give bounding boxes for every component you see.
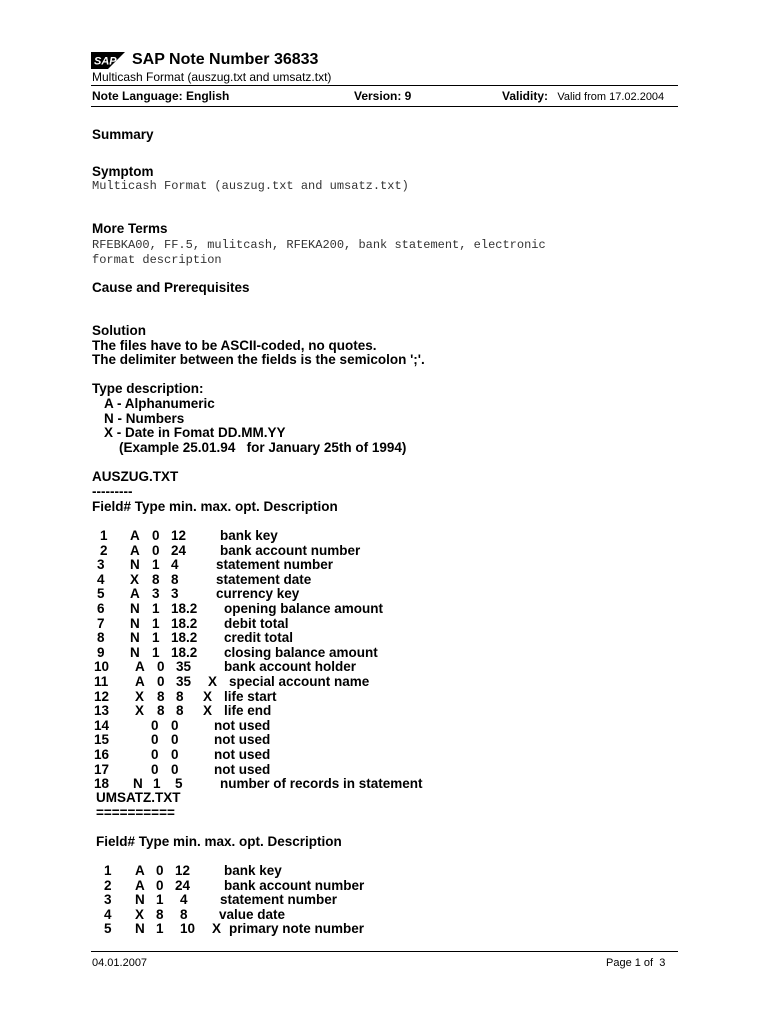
note-validity [502, 89, 664, 104]
note-title: SAP Note Number 36833 [132, 51, 319, 68]
footer-divider [91, 951, 678, 952]
field-number: 2 [100, 542, 108, 558]
field-min: 1 [152, 630, 160, 646]
field-type: N [130, 601, 140, 616]
field-number: 9 [97, 644, 105, 660]
field-type: N [135, 921, 145, 937]
field-type: N [130, 615, 140, 631]
field-description: bank account holder [224, 659, 357, 675]
cause-heading: Cause and Prerequisites [92, 280, 250, 295]
field-min: 3 [152, 586, 160, 602]
field-number: 15 [94, 732, 110, 748]
umsatz-underline: ========== [96, 805, 175, 820]
umsatz-row [0, 908, 768, 923]
field-min: 8 [157, 703, 165, 719]
field-min: 1 [152, 644, 160, 660]
note-subtitle: Multicash Format (auszug.txt and umsatz.txt) [92, 70, 332, 84]
field-description: number of records in statement [220, 776, 423, 792]
auszug-row [0, 704, 768, 719]
field-number: 10 [94, 659, 110, 675]
auszug-row [0, 587, 768, 602]
field-min: 1 [152, 557, 160, 573]
auszug-row [0, 763, 768, 778]
field-min: 0 [151, 732, 159, 748]
sap-logo-text: SAP [94, 55, 117, 68]
field-type: X [130, 571, 140, 587]
field-min: 8 [157, 688, 165, 704]
field-max: 8 [176, 688, 184, 704]
field-number: 14 [94, 717, 110, 733]
field-description: not used [214, 717, 271, 733]
field-type: X [135, 906, 145, 922]
field-min: 0 [157, 674, 165, 689]
field-number: 12 [94, 688, 110, 704]
auszug-underline: --------- [92, 484, 133, 499]
umsatz-table-header: Field# Type min. max. opt. Description [96, 834, 342, 849]
field-type: N [135, 892, 145, 908]
field-number: 1 [104, 863, 112, 878]
field-description: opening balance amount [224, 601, 384, 616]
field-description: life end [224, 703, 272, 719]
field-max: 3 [171, 586, 179, 602]
auszug-row [0, 748, 768, 763]
field-description: currency key [216, 586, 300, 602]
field-max: 18.2 [171, 644, 198, 660]
auszug-row [0, 733, 768, 748]
field-description: bank account number [220, 542, 361, 558]
field-number: 4 [97, 571, 105, 587]
field-description: closing balance amount [224, 644, 378, 660]
field-max: 18.2 [171, 615, 198, 631]
field-number: 1 [100, 528, 108, 543]
field-max: 0 [171, 732, 179, 748]
field-min: 0 [151, 717, 159, 733]
field-max: 4 [180, 892, 188, 908]
field-max: 24 [175, 877, 191, 893]
field-number: 11 [94, 674, 109, 689]
umsatz-row [0, 893, 768, 908]
field-opt: X [203, 703, 213, 719]
field-type: N [133, 776, 143, 792]
note-language [92, 89, 229, 103]
field-type: X [135, 688, 145, 704]
auszug-row [0, 675, 768, 690]
field-type: A [130, 586, 140, 602]
field-description: value date [219, 906, 286, 922]
header-divider [91, 85, 678, 86]
field-description: credit total [224, 630, 294, 646]
meta-divider [91, 106, 678, 107]
field-max: 10 [180, 921, 196, 937]
more-terms-heading: More Terms [92, 221, 168, 236]
field-number: 7 [97, 615, 105, 631]
field-type: N [130, 557, 140, 573]
field-description: statement number [220, 892, 338, 908]
field-max: 8 [171, 571, 179, 587]
field-min: 1 [156, 892, 164, 908]
auszug-row [0, 690, 768, 705]
type-example-line: (Example 25.01.94 for January 25th of 1994) [119, 440, 407, 455]
field-number: 17 [94, 761, 110, 777]
umsatz-row [0, 879, 768, 894]
auszug-table-header: Field# Type min. max. opt. Description [92, 499, 338, 514]
field-min: 8 [152, 571, 160, 587]
field-type: A [130, 542, 140, 558]
field-min: 0 [156, 877, 164, 893]
field-max: 5 [175, 776, 183, 792]
field-number: 13 [94, 703, 110, 719]
validity-value: Valid from 17.02.2004 [557, 91, 665, 103]
auszug-row [0, 544, 768, 559]
field-max: 35 [176, 659, 192, 675]
field-min: 8 [156, 906, 164, 922]
note-version [354, 89, 411, 103]
solution-heading: Solution [92, 323, 146, 338]
field-number: 16 [94, 747, 110, 762]
field-max: 4 [171, 557, 179, 573]
footer-date: 04.01.2007 [92, 957, 148, 969]
field-description: bank account number [224, 877, 365, 893]
field-description: special account name [229, 674, 370, 689]
field-description: statement date [216, 571, 312, 587]
field-number: 8 [97, 630, 105, 646]
footer-page-number: Page 1 of 3 [606, 957, 666, 969]
field-description: statement number [216, 557, 334, 573]
umsatz-title: UMSATZ.TXT [96, 790, 181, 805]
field-type: N [130, 630, 140, 646]
field-type: X [135, 703, 145, 719]
field-type: A [130, 528, 140, 543]
symptom-text: Multicash Format (auszug.txt and umsatz.txt) [92, 179, 409, 193]
field-number: 5 [104, 921, 112, 937]
type-x-line: X - Date in Fomat DD.MM.YY [104, 425, 286, 440]
field-number: 4 [104, 906, 112, 922]
solution-line-2: The delimiter between the fields is the semicolon ';'. [92, 352, 425, 367]
field-type: A [135, 877, 145, 893]
field-description: bank key [224, 863, 282, 878]
field-type: A [135, 659, 145, 675]
field-type: A [135, 863, 145, 878]
field-min: 0 [157, 659, 165, 675]
more-terms-line-2: format description [92, 253, 222, 267]
field-description: primary note number [229, 921, 365, 937]
field-opt: X [203, 688, 213, 704]
field-number: 6 [97, 601, 105, 616]
field-max: 0 [171, 761, 179, 777]
field-max: 18.2 [171, 601, 198, 616]
field-type: N [130, 644, 140, 660]
field-min: 0 [151, 761, 159, 777]
field-number: 3 [104, 892, 112, 908]
field-opt: X [212, 921, 222, 937]
field-description: bank key [220, 528, 278, 543]
sap-logo [91, 52, 125, 69]
auszug-row [0, 617, 768, 632]
field-max: 18.2 [171, 630, 198, 646]
type-a-line: A - Alphanumeric [104, 396, 215, 411]
auszug-row [0, 558, 768, 573]
field-max: 8 [180, 906, 188, 922]
field-max: 0 [171, 717, 179, 733]
field-max: 35 [176, 674, 192, 689]
field-description: not used [214, 747, 271, 762]
field-opt: X [208, 674, 218, 689]
auszug-row [0, 646, 768, 661]
field-description: life start [224, 688, 277, 704]
field-description: not used [214, 761, 271, 777]
auszug-row [0, 602, 768, 617]
field-max: 12 [171, 528, 187, 543]
field-min: 1 [152, 615, 160, 631]
field-type: A [135, 674, 145, 689]
field-description: debit total [224, 615, 289, 631]
field-min: 1 [153, 776, 161, 792]
note-version-label: Version: 9 [354, 89, 412, 103]
umsatz-row [0, 922, 768, 937]
auszug-row [0, 631, 768, 646]
field-description: not used [214, 732, 271, 748]
field-max: 24 [171, 542, 187, 558]
type-description-heading: Type description: [92, 381, 204, 396]
solution-line-1: The files have to be ASCII-coded, no quotes. [92, 338, 377, 353]
umsatz-row [0, 864, 768, 879]
field-number: 3 [97, 557, 105, 573]
field-max: 0 [171, 747, 179, 762]
field-number: 18 [94, 776, 110, 792]
field-max: 8 [176, 703, 184, 719]
note-language-label: Note Language: English [92, 89, 230, 103]
auszug-row [0, 719, 768, 734]
summary-heading: Summary [92, 127, 154, 142]
auszug-row [0, 660, 768, 675]
field-min: 0 [152, 528, 160, 543]
type-n-line: N - Numbers [104, 411, 185, 426]
more-terms-line-1: RFEBKA00, FF.5, mulitcash, RFEKA200, bank statement, electronic [92, 238, 546, 252]
field-min: 1 [152, 601, 160, 616]
field-max: 12 [175, 863, 191, 878]
field-min: 1 [156, 921, 164, 937]
field-min: 0 [152, 542, 160, 558]
field-number: 5 [97, 586, 105, 602]
auszug-row [0, 529, 768, 544]
symptom-heading: Symptom [92, 164, 154, 179]
field-min: 0 [156, 863, 164, 878]
auszug-row [0, 573, 768, 588]
auszug-title: AUSZUG.TXT [92, 469, 179, 484]
validity-label: Validity: [502, 89, 549, 103]
field-number: 2 [104, 877, 112, 893]
field-min: 0 [151, 747, 159, 762]
